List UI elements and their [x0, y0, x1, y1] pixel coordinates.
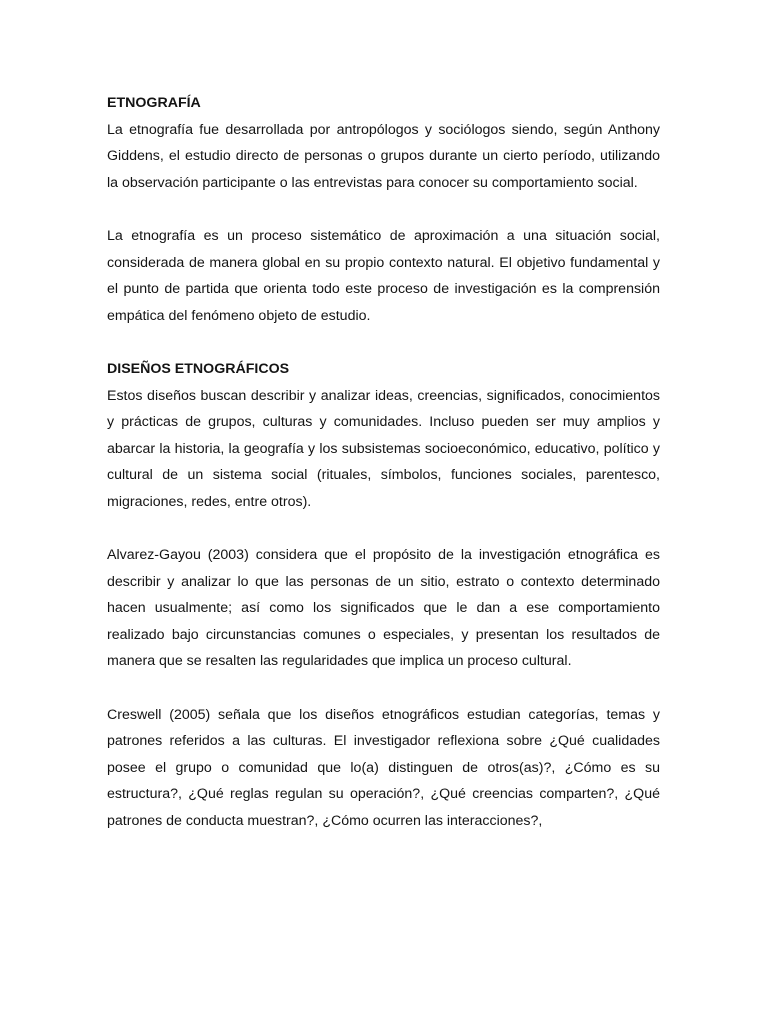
paragraph-alvarez-gayou: Alvarez-Gayou (2003) considera que el propósito de la investigación etnográfica es describir y analizar lo que las personas de un sitio, estrato o contexto determinado hacen usualmente; así como los significados que le dan a ese comportamiento realizado bajo circunstancias comunes o especiales, y presentan los resultados de manera que se resalten las regularidades que implica un proceso cultural.	[107, 547, 660, 670]
section-heading-disenos-etnograficos: DISEÑOS ETNOGRÁFICOS	[107, 360, 290, 377]
paragraph-etnografia-definition: La etnografía fue desarrollada por antropólogos y sociólogos siendo, según Anthony Giddens, el estudio directo de personas o grupos durante un cierto período, utilizando la observación participante o las entrevistas para conocer su comportamiento social.	[107, 121, 660, 191]
paragraph-etnografia-process: La etnografía es un proceso sistemático de aproximación a una situación social, considerada de manera global en su propio contexto natural. El objetivo fundamental y el punto de partida que orienta todo este proceso de investigación es la comprensión empática del fenómeno objeto de estudio.	[107, 227, 660, 324]
paragraph-spacer	[107, 329, 660, 356]
section-heading-etnografia: ETNOGRAFÍA	[107, 95, 201, 111]
paragraph-spacer	[107, 516, 660, 543]
document-page	[107, 90, 660, 835]
paragraph-spacer	[107, 675, 660, 702]
paragraph-creswell: Creswell (2005) señala que los diseños etnográficos estudian categorías, temas y patrones referidos a las culturas. El investigador reflexiona sobre ¿Qué cualidades posee el grupo o comunidad que lo(a) distinguen de otros(as)?, ¿Cómo es su estructura?, ¿Qué reglas regulan su operación?, ¿Qué creencias comparten?, ¿Qué patrones de conducta muestran?, ¿Cómo ocurren las interacciones?,	[107, 706, 660, 830]
paragraph-disenos-description: Estos diseños buscan describir y analizar ideas, creencias, significados, conocimientos y prácticas de grupos, culturas y comunidades. Incluso pueden ser muy amplios y abarcar la historia, la geografía y los subsistemas socioeconómico, educativo, político y cultural de un sistema social (rituales, símbolos, funciones sociales, parentesco, migraciones, redes, entre otros).	[107, 387, 660, 510]
paragraph-spacer	[107, 196, 660, 223]
